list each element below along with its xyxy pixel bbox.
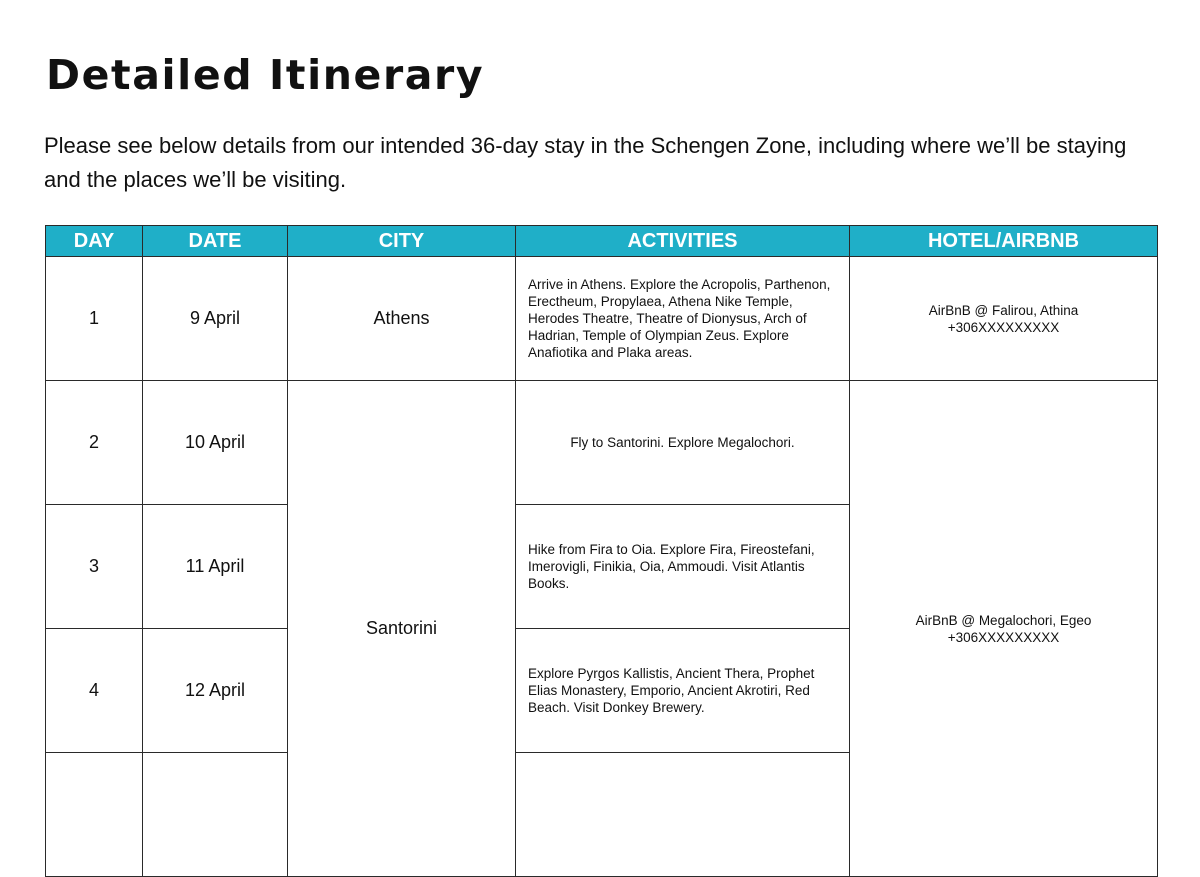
city-cell: Santorini [288,381,516,877]
header-day: DAY [46,226,143,257]
date-cell [143,753,288,877]
table-header-row [46,226,1158,257]
activities-cell: Explore Pyrgos Kallistis, Ancient Thera, Prophet Elias Monastery, Emporio, Ancient Akrotiri, Red Beach. Visit Donkey Brewery. [516,629,850,753]
header-hotel: HOTEL/AIRBNB [850,226,1158,257]
header-date: DATE [143,226,288,257]
hotel-name: AirBnB @ Falirou, Athina [928,302,1079,318]
date-cell: 9 April [143,257,288,381]
day-cell: 2 [46,381,143,505]
day-cell: 4 [46,629,143,753]
activities-cell: Arrive in Athens. Explore the Acropolis, Parthenon, Erectheum, Propylaea, Athena Nike Temple, Herodes Theatre, Theatre of Dionysus, Arch of Hadrian, Temple of Olympian Zeus. Explore Anafiotika and Plaka areas. [516,257,850,381]
day-cell: 3 [46,505,143,629]
date-cell: 10 April [143,381,288,505]
hotel-cell [850,381,1158,877]
hotel-phone: +306XXXXXXXXX [947,629,1060,645]
activities-cell: Fly to Santorini. Explore Megalochori. [516,381,850,505]
city-cell: Athens [288,257,516,381]
activities-cell: Hike from Fira to Oia. Explore Fira, Fireostefani, Imerovigli, Finikia, Oia, Ammoudi. Visit Atlantis Books. [516,505,850,629]
header-city: CITY [288,226,516,257]
intro-paragraph: Please see below details from our intended 36-day stay in the Schengen Zone, including where we’ll be staying and the places we’ll be visiting. [44,133,1127,192]
date-cell: 11 April [143,505,288,629]
hotel-cell [850,257,1158,381]
page-title: Detailed Itinerary [46,51,485,99]
itinerary-table [45,225,1158,877]
header-activities: ACTIVITIES [516,226,850,257]
hotel-name: AirBnB @ Megalochori, Egeo [915,612,1092,628]
day-cell [46,753,143,877]
activities-cell [516,753,850,877]
hotel-phone: +306XXXXXXXXX [947,319,1060,335]
table-row [46,257,1158,381]
day-cell: 1 [46,257,143,381]
date-cell: 12 April [143,629,288,753]
table-row [46,381,1158,505]
